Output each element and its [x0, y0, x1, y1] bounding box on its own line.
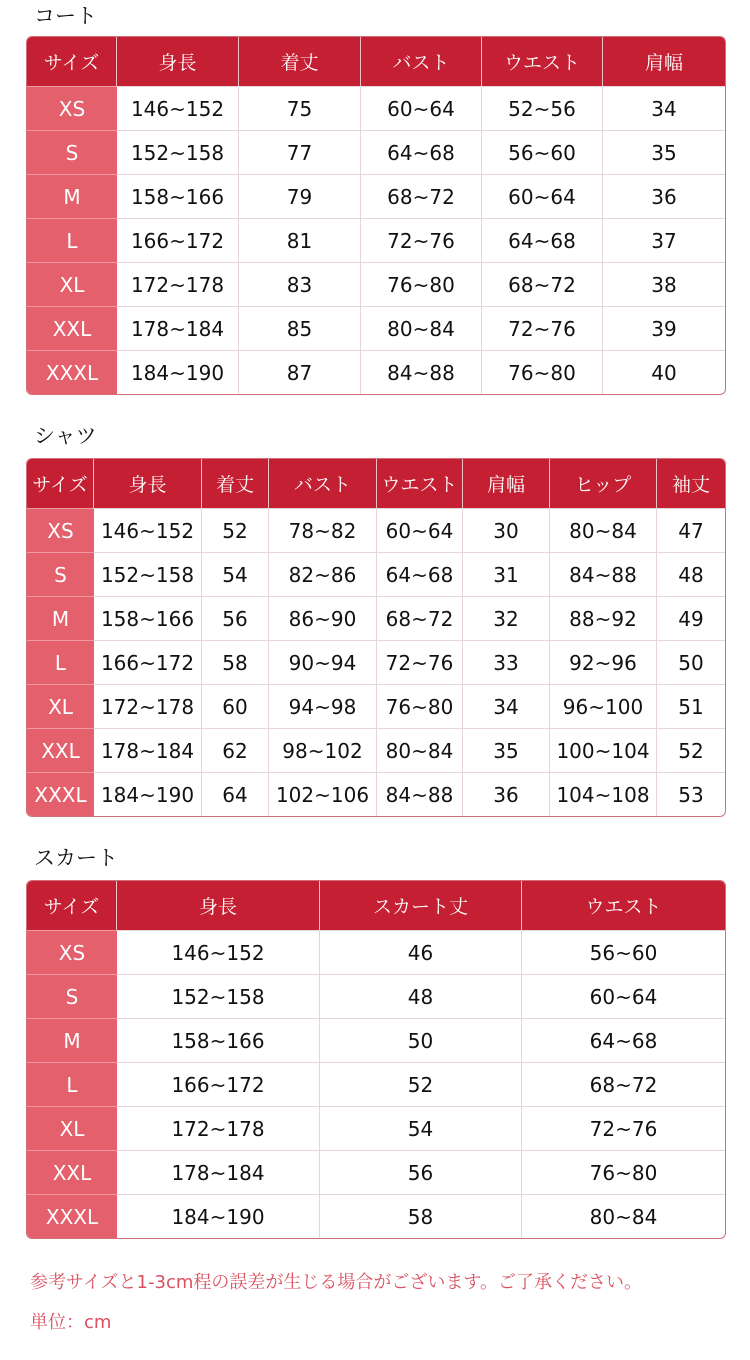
table-cell: 172~178 — [117, 262, 239, 306]
table-cell: 56~60 — [482, 130, 603, 174]
table-cell: 56 — [320, 1150, 522, 1194]
column-header: サイズ — [27, 459, 94, 508]
table-row — [27, 174, 725, 218]
table-cell: 178~184 — [117, 306, 239, 350]
size-label: XL — [27, 1106, 117, 1150]
table-cell: 79 — [239, 174, 361, 218]
column-header: ウエスト — [522, 881, 725, 930]
table-cell: 178~184 — [117, 1150, 320, 1194]
column-header: スカート丈 — [320, 881, 522, 930]
size-label: XXXL — [27, 350, 117, 394]
column-header: ウエスト — [377, 459, 463, 508]
table-cell: 32 — [463, 596, 550, 640]
size-label: S — [27, 130, 117, 174]
header-row — [27, 37, 725, 86]
size-label: L — [27, 1062, 117, 1106]
table-cell: 158~166 — [117, 1018, 320, 1062]
table-cell: 58 — [202, 640, 269, 684]
column-header: 肩幅 — [603, 37, 725, 86]
table-cell: 64~68 — [361, 130, 482, 174]
table-row — [27, 1018, 725, 1062]
table-cell: 81 — [239, 218, 361, 262]
table-row — [27, 684, 725, 728]
coat-size-table — [26, 36, 726, 395]
table-cell: 33 — [463, 640, 550, 684]
table-row — [27, 306, 725, 350]
table-cell: 68~72 — [482, 262, 603, 306]
table-cell: 52 — [202, 508, 269, 552]
table-cell: 80~84 — [361, 306, 482, 350]
table-row — [27, 86, 725, 130]
table-row — [27, 1106, 725, 1150]
column-header: 着丈 — [239, 37, 361, 86]
table-cell: 52~56 — [482, 86, 603, 130]
size-label: S — [27, 974, 117, 1018]
size-label: S — [27, 552, 94, 596]
coat-title: コート — [34, 4, 97, 28]
table-cell: 96~100 — [550, 684, 657, 728]
table-row — [27, 728, 725, 772]
table-cell: 98~102 — [269, 728, 377, 772]
table-cell: 68~72 — [377, 596, 463, 640]
size-label: XXL — [27, 1150, 117, 1194]
column-header: 袖丈 — [657, 459, 725, 508]
table-cell: 53 — [657, 772, 725, 816]
skirt-size-table — [26, 880, 726, 1239]
tolerance-note: 参考サイズと1-3cm程の誤差が生じる場合がございます。ご了承ください。 — [30, 1272, 642, 1293]
table-row — [27, 350, 725, 394]
table-cell: 72~76 — [522, 1106, 725, 1150]
column-header: 身長 — [117, 881, 320, 930]
table-cell: 72~76 — [377, 640, 463, 684]
table-cell: 184~190 — [94, 772, 202, 816]
table-cell: 56~60 — [522, 930, 725, 974]
table-cell: 76~80 — [377, 684, 463, 728]
table-cell: 87 — [239, 350, 361, 394]
table-cell: 83 — [239, 262, 361, 306]
table-cell: 184~190 — [117, 350, 239, 394]
table-cell: 49 — [657, 596, 725, 640]
table-cell: 172~178 — [94, 684, 202, 728]
table-cell: 146~152 — [94, 508, 202, 552]
table-cell: 48 — [657, 552, 725, 596]
size-label: XXL — [27, 728, 94, 772]
table-cell: 64~68 — [482, 218, 603, 262]
table-cell: 39 — [603, 306, 725, 350]
column-header: サイズ — [27, 881, 117, 930]
table-cell: 36 — [463, 772, 550, 816]
table-row — [27, 596, 725, 640]
table-cell: 68~72 — [522, 1062, 725, 1106]
table-cell: 72~76 — [361, 218, 482, 262]
table-cell: 60~64 — [361, 86, 482, 130]
table-row — [27, 1150, 725, 1194]
table-cell: 54 — [202, 552, 269, 596]
table-row — [27, 552, 725, 596]
table-cell: 80~84 — [377, 728, 463, 772]
table-cell: 184~190 — [117, 1194, 320, 1238]
table-cell: 86~90 — [269, 596, 377, 640]
size-label: M — [27, 174, 117, 218]
table-cell: 60~64 — [377, 508, 463, 552]
table-cell: 51 — [657, 684, 725, 728]
size-label: XL — [27, 262, 117, 306]
table-cell: 47 — [657, 508, 725, 552]
table-cell: 146~152 — [117, 86, 239, 130]
column-header: バスト — [361, 37, 482, 86]
table-cell: 35 — [463, 728, 550, 772]
table-cell: 152~158 — [94, 552, 202, 596]
column-header: ウエスト — [482, 37, 603, 86]
table-cell: 102~106 — [269, 772, 377, 816]
table-cell: 104~108 — [550, 772, 657, 816]
table-row — [27, 1194, 725, 1238]
table-cell: 84~88 — [361, 350, 482, 394]
size-label: XXXL — [27, 772, 94, 816]
table-cell: 146~152 — [117, 930, 320, 974]
table-cell: 166~172 — [94, 640, 202, 684]
column-header: 着丈 — [202, 459, 269, 508]
table-cell: 50 — [657, 640, 725, 684]
header-row — [27, 459, 725, 508]
table-cell: 80~84 — [550, 508, 657, 552]
table-cell: 100~104 — [550, 728, 657, 772]
table-row — [27, 640, 725, 684]
column-header: ヒップ — [550, 459, 657, 508]
table-cell: 34 — [463, 684, 550, 728]
table-cell: 64~68 — [377, 552, 463, 596]
table-cell: 56 — [202, 596, 269, 640]
table-cell: 68~72 — [361, 174, 482, 218]
size-label: L — [27, 218, 117, 262]
column-header: バスト — [269, 459, 377, 508]
table-cell: 158~166 — [94, 596, 202, 640]
table-cell: 54 — [320, 1106, 522, 1150]
table-cell: 58 — [320, 1194, 522, 1238]
table-cell: 76~80 — [361, 262, 482, 306]
table-cell: 60~64 — [522, 974, 725, 1018]
unit-note: 単位：cm — [30, 1312, 112, 1333]
table-cell: 166~172 — [117, 218, 239, 262]
size-label: XXL — [27, 306, 117, 350]
table-cell: 50 — [320, 1018, 522, 1062]
table-row — [27, 1062, 725, 1106]
table-cell: 46 — [320, 930, 522, 974]
table-cell: 72~76 — [482, 306, 603, 350]
table-cell: 152~158 — [117, 974, 320, 1018]
table-cell: 48 — [320, 974, 522, 1018]
size-label: M — [27, 1018, 117, 1062]
column-header: 肩幅 — [463, 459, 550, 508]
shirt-title: シャツ — [34, 424, 97, 448]
table-cell: 178~184 — [94, 728, 202, 772]
table-cell: 84~88 — [550, 552, 657, 596]
table-cell: 90~94 — [269, 640, 377, 684]
header-row — [27, 881, 725, 930]
table-row — [27, 974, 725, 1018]
table-cell: 92~96 — [550, 640, 657, 684]
table-cell: 75 — [239, 86, 361, 130]
table-cell: 38 — [603, 262, 725, 306]
size-label: XL — [27, 684, 94, 728]
table-cell: 152~158 — [117, 130, 239, 174]
table-cell: 78~82 — [269, 508, 377, 552]
size-label: XS — [27, 930, 117, 974]
column-header: サイズ — [27, 37, 117, 86]
table-cell: 31 — [463, 552, 550, 596]
table-cell: 60 — [202, 684, 269, 728]
table-cell: 30 — [463, 508, 550, 552]
table-cell: 52 — [657, 728, 725, 772]
size-label: XS — [27, 508, 94, 552]
table-cell: 85 — [239, 306, 361, 350]
table-cell: 82~86 — [269, 552, 377, 596]
table-row — [27, 772, 725, 816]
table-cell: 62 — [202, 728, 269, 772]
shirt-size-table — [26, 458, 726, 817]
table-cell: 37 — [603, 218, 725, 262]
table-cell: 76~80 — [522, 1150, 725, 1194]
size-label: M — [27, 596, 94, 640]
size-label: XS — [27, 86, 117, 130]
table-cell: 64 — [202, 772, 269, 816]
column-header: 身長 — [94, 459, 202, 508]
table-row — [27, 262, 725, 306]
table-row — [27, 218, 725, 262]
table-cell: 80~84 — [522, 1194, 725, 1238]
table-cell: 84~88 — [377, 772, 463, 816]
table-cell: 172~178 — [117, 1106, 320, 1150]
table-row — [27, 130, 725, 174]
table-row — [27, 930, 725, 974]
table-cell: 64~68 — [522, 1018, 725, 1062]
table-row — [27, 508, 725, 552]
table-cell: 88~92 — [550, 596, 657, 640]
table-cell: 77 — [239, 130, 361, 174]
table-cell: 52 — [320, 1062, 522, 1106]
table-cell: 166~172 — [117, 1062, 320, 1106]
size-label: XXXL — [27, 1194, 117, 1238]
table-cell: 40 — [603, 350, 725, 394]
skirt-title: スカート — [34, 846, 118, 870]
table-cell: 60~64 — [482, 174, 603, 218]
table-cell: 76~80 — [482, 350, 603, 394]
column-header: 身長 — [117, 37, 239, 86]
table-cell: 158~166 — [117, 174, 239, 218]
table-cell: 36 — [603, 174, 725, 218]
table-cell: 94~98 — [269, 684, 377, 728]
table-cell: 35 — [603, 130, 725, 174]
table-cell: 34 — [603, 86, 725, 130]
size-label: L — [27, 640, 94, 684]
